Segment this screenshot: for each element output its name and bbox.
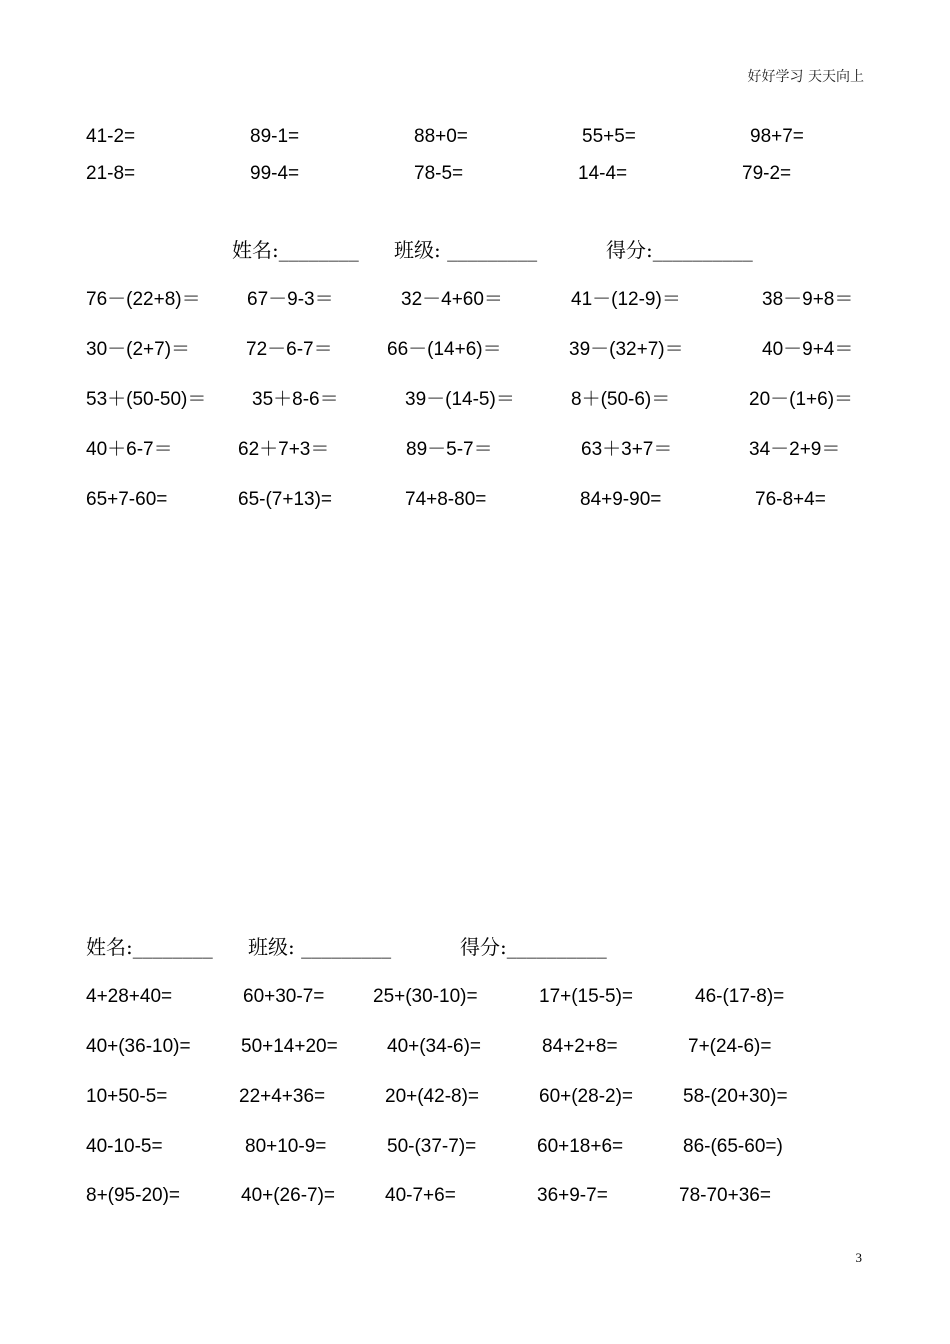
class-field[interactable]: 班级: _________ [248, 935, 392, 959]
exercise: 25+(30-10)= [373, 986, 478, 1007]
exercise: 79-2= [742, 163, 792, 184]
exercise: 41-2= [86, 126, 136, 147]
exercise-row [0, 1181, 950, 1211]
exercise: 65+7-60= [86, 489, 168, 510]
exercise: 60+18+6= [537, 1136, 624, 1157]
exercise: 67－9-3＝ [247, 289, 334, 310]
exercise-row [0, 385, 950, 415]
exercise: 20－(1+6)＝ [749, 389, 854, 410]
exercise: 65-(7+13)= [238, 489, 333, 510]
page-number: 3 [855, 1250, 862, 1265]
exercise-row [0, 1082, 950, 1112]
exercise: 36+9-7= [537, 1185, 608, 1206]
exercise-row [0, 285, 950, 315]
exercise: 8＋(50-6)＝ [571, 389, 671, 410]
exercise: 40-7+6= [385, 1185, 456, 1206]
exercise: 78-70+36= [679, 1185, 771, 1206]
exercise: 72－6-7＝ [246, 339, 333, 360]
exercise: 10+50-5= [86, 1086, 168, 1107]
exercise: 21-8= [86, 163, 136, 184]
class-field[interactable]: 班级: _________ [394, 238, 538, 262]
exercise: 20+(42-8)= [385, 1086, 480, 1107]
page-header: 好好学习 天天向上 [747, 69, 864, 85]
exercise: 34－2+9＝ [749, 439, 841, 460]
exercise: 99-4= [250, 163, 300, 184]
exercise-row [0, 122, 950, 152]
exercise: 40+(26-7)= [241, 1185, 336, 1206]
exercise: 84+9-90= [580, 489, 662, 510]
exercise-row [0, 435, 950, 465]
exercise: 38－9+8＝ [762, 289, 854, 310]
student-info-line [0, 235, 950, 265]
exercise: 4+28+40= [86, 986, 173, 1007]
exercise: 46-(17-8)= [695, 986, 785, 1007]
name-field[interactable]: 姓名:________ [86, 935, 213, 959]
exercise-row [0, 485, 950, 515]
exercise-row [0, 982, 950, 1012]
exercise: 41－(12-9)＝ [571, 289, 681, 310]
score-field[interactable]: 得分:__________ [460, 935, 607, 959]
exercise-row [0, 1032, 950, 1062]
exercise: 40-10-5= [86, 1136, 163, 1157]
exercise: 30－(2+7)＝ [86, 339, 191, 360]
exercise: 66－(14+6)＝ [387, 339, 502, 360]
score-field[interactable]: 得分:__________ [606, 238, 753, 262]
exercise: 84+2+8= [542, 1036, 618, 1057]
exercise: 53＋(50-50)＝ [86, 389, 207, 410]
exercise: 89－5-7＝ [406, 439, 493, 460]
exercise: 58-(20+30)= [683, 1086, 788, 1107]
exercise: 14-4= [578, 163, 628, 184]
exercise-row [0, 335, 950, 365]
exercise: 60+30-7= [243, 986, 325, 1007]
exercise: 40－9+4＝ [762, 339, 854, 360]
exercise: 50-(37-7)= [387, 1136, 477, 1157]
exercise: 63＋3+7＝ [581, 439, 673, 460]
exercise: 78-5= [414, 163, 464, 184]
exercise-row [0, 159, 950, 189]
name-field[interactable]: 姓名:________ [232, 238, 359, 262]
exercise: 8+(95-20)= [86, 1185, 181, 1206]
exercise: 22+4+36= [239, 1086, 326, 1107]
exercise: 74+8-80= [405, 489, 487, 510]
exercise: 39－(14-5)＝ [405, 389, 515, 410]
exercise: 60+(28-2)= [539, 1086, 634, 1107]
exercise: 80+10-9= [245, 1136, 327, 1157]
exercise: 32－4+60＝ [401, 289, 503, 310]
exercise: 62＋7+3＝ [238, 439, 330, 460]
exercise: 17+(15-5)= [539, 986, 634, 1007]
exercise: 40+(36-10)= [86, 1036, 191, 1057]
exercise-row [0, 1132, 950, 1162]
exercise: 50+14+20= [241, 1036, 338, 1057]
exercise: 88+0= [414, 126, 468, 147]
exercise: 55+5= [582, 126, 636, 147]
exercise: 76－(22+8)＝ [86, 289, 201, 310]
exercise: 40＋6-7＝ [86, 439, 173, 460]
exercise: 76-8+4= [755, 489, 826, 510]
exercise: 7+(24-6)= [688, 1036, 772, 1057]
exercise: 40+(34-6)= [387, 1036, 482, 1057]
exercise: 98+7= [750, 126, 804, 147]
student-info-line [0, 932, 950, 962]
exercise: 35＋8-6＝ [252, 389, 339, 410]
exercise: 39－(32+7)＝ [569, 339, 684, 360]
exercise: 89-1= [250, 126, 300, 147]
exercise: 86-(65-60=) [683, 1136, 783, 1157]
